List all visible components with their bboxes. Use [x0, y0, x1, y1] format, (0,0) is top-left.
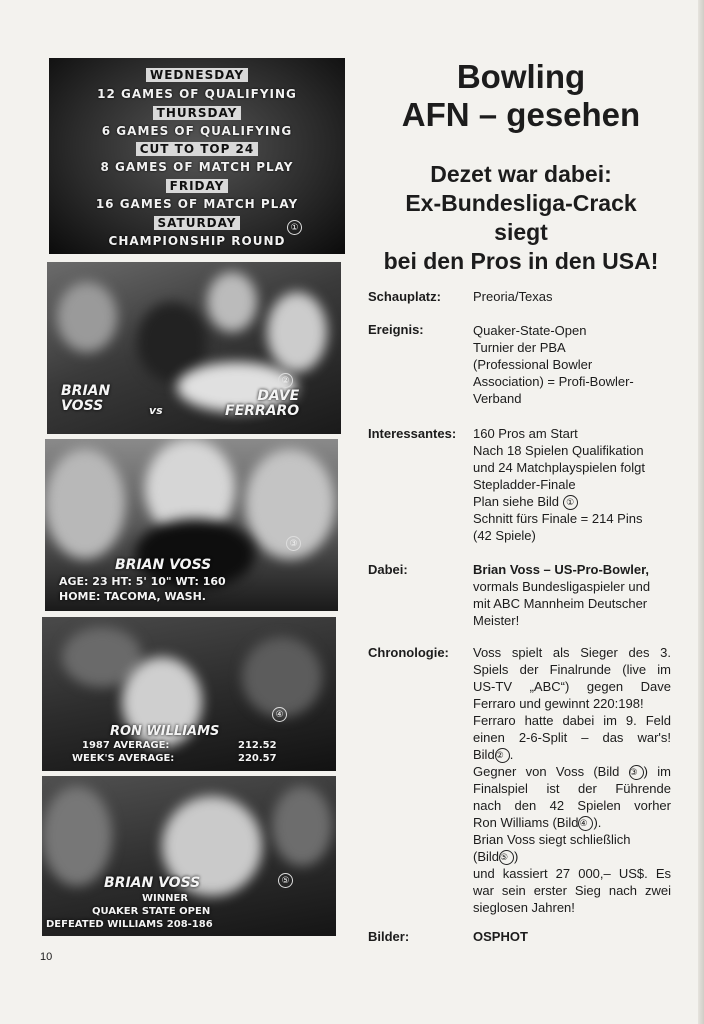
circled-number: ① — [563, 495, 578, 510]
photo-number: ⑤ — [278, 873, 293, 888]
photo-number: ① — [287, 220, 302, 235]
schedule-line: 12 GAMES OF QUALIFYING — [97, 87, 297, 101]
text-fragment: Gegner von Voss (Bild — [473, 764, 620, 779]
value-chronologie — [473, 644, 671, 916]
text-line: einen 2-6-Split – das war's! — [473, 730, 671, 745]
text-line — [473, 763, 671, 780]
value-schauplatz: Preoria/Texas — [473, 289, 553, 304]
headline-title — [368, 58, 674, 134]
caption-name: BRIAN VOSS — [115, 557, 212, 573]
text-fragment: Plan siehe Bild — [473, 494, 559, 509]
headline-subtitle-line: bei den Pros in den USA! — [383, 248, 659, 274]
text-line: sieglosen Jahren! — [473, 900, 575, 915]
label-bilder: Bilder: — [368, 929, 410, 944]
caption-vs: vs — [149, 404, 163, 417]
text-line — [473, 493, 671, 510]
circled-number: ③ — [629, 765, 644, 780]
schedule-line: THURSDAY — [153, 106, 242, 120]
caption-name: RON WILLIAMS — [110, 724, 220, 739]
schedule-line: CUT TO TOP 24 — [136, 142, 259, 156]
photo-voss-vs-ferraro — [47, 262, 341, 434]
text-line: Nach 18 Spielen Qualifikation — [473, 443, 644, 458]
schedule-line: 16 GAMES OF MATCH PLAY — [95, 197, 299, 211]
text-line: Bild② . — [473, 747, 514, 762]
text-line: und 24 Matchplayspielen folgt — [473, 460, 646, 475]
headline-title-line: AFN – gesehen — [401, 96, 641, 133]
value-interessantes — [473, 425, 671, 544]
headline-subtitle-line: siegt — [494, 219, 548, 245]
headline-subtitle-line: Dezet war dabei: — [430, 161, 612, 187]
caption-name: BRIAN VOSS — [104, 875, 201, 891]
label-schauplatz: Schauplatz: — [368, 289, 441, 304]
text-line: Meister! — [473, 613, 520, 628]
text-line: Ferraro und gewinnt 220:198! — [473, 696, 644, 711]
circled-number: ④ — [578, 816, 593, 831]
text-line: mit ABC Mannheim Deutscher — [473, 596, 648, 611]
photo-number: ④ — [272, 707, 287, 722]
text-line: Ferraro hatte dabei im 9. Feld — [473, 713, 671, 728]
text-line: Schnitt fürs Finale = 214 Pins — [473, 511, 643, 526]
photo-ron-williams — [42, 617, 336, 771]
schedule-line: WEDNESDAY — [146, 68, 248, 82]
text-fragment: ) — [514, 849, 519, 864]
caption-home: HOME: TACOMA, WASH. — [59, 590, 206, 603]
text-line: nach den 42 Spielen vorher — [473, 798, 671, 813]
caption-name: BRIAN — [61, 383, 111, 399]
page-number: 10 — [40, 951, 53, 963]
text-line-bold: Brian Voss – US-Pro-Bowler, — [473, 562, 650, 577]
photo-brian-voss-winner — [42, 776, 336, 936]
label-interessantes: Interessantes: — [368, 426, 457, 441]
caption-name: FERRARO — [225, 403, 300, 419]
text-fragment: (Bild — [473, 849, 500, 864]
text-line — [473, 848, 671, 865]
caption-name: DAVE — [257, 388, 300, 404]
text-line: Turnier der PBA — [473, 340, 566, 355]
text-line: (42 Spiele) — [473, 528, 536, 543]
text-line: Spiels der Finalrunde (live im — [473, 662, 671, 677]
text-line — [473, 814, 671, 831]
text-line: Stepladder-Finale — [473, 477, 576, 492]
caption-week-value: 220.57 — [238, 753, 277, 764]
text-line: Finalspiel ist der Führende — [473, 781, 671, 796]
text-fragment: ) im — [643, 764, 671, 779]
value-ereignis — [473, 322, 671, 407]
caption-stats: AGE: 23 HT: 5' 10" WT: 160 — [59, 575, 226, 588]
text-line: Brian Voss siegt schließlich — [473, 832, 631, 847]
text-line: Voss spielt als Sieger des 3. — [473, 645, 671, 660]
caption-winner: WINNER — [142, 893, 189, 904]
text-line: (Professional Bowler — [473, 357, 593, 372]
caption-week-label: WEEK'S AVERAGE: — [72, 753, 175, 764]
text-fragment: Bild — [473, 747, 495, 762]
caption-avg-label: 1987 AVERAGE: — [82, 740, 170, 751]
photo-brian-voss — [45, 439, 338, 611]
label-ereignis: Ereignis: — [368, 322, 424, 337]
photo-number: ③ — [286, 536, 301, 551]
headline-subtitle-line: Ex-Bundesliga-Crack — [405, 190, 637, 216]
circled-number: ② — [495, 748, 510, 763]
label-dabei: Dabei: — [368, 562, 408, 577]
text-line: und kassiert 27 000,– US$. Es — [473, 866, 671, 881]
text-line: Association) = Profi-Bowler- — [473, 374, 634, 389]
headline-subtitle — [368, 160, 674, 276]
text-line: Verband — [473, 391, 522, 406]
photo-schedule — [49, 58, 345, 254]
caption-result: DEFEATED WILLIAMS 208-186 — [46, 919, 213, 930]
schedule-line: SATURDAY — [154, 216, 241, 230]
text-line: vormals Bundesligaspieler und — [473, 579, 651, 594]
text-line: Quaker-State-Open — [473, 323, 587, 338]
text-fragment: Ron Williams (Bild — [473, 815, 579, 830]
caption-avg-value: 212.52 — [238, 740, 277, 751]
circled-number: ⑤ — [499, 850, 514, 865]
text-fragment: ). — [593, 815, 602, 830]
text-line: war sein erster Sieg nach zwei — [473, 883, 671, 898]
page-edge — [698, 0, 704, 1024]
label-chronologie: Chronologie: — [368, 645, 449, 660]
schedule-line: CHAMPIONSHIP ROUND — [108, 234, 286, 248]
schedule-line: FRIDAY — [166, 179, 229, 193]
text-line: 160 Pros am Start — [473, 426, 578, 441]
schedule-line: 8 GAMES OF MATCH PLAY — [100, 160, 294, 174]
caption-event: QUAKER STATE OPEN — [92, 906, 211, 917]
schedule-line: 6 GAMES OF QUALIFYING — [101, 124, 293, 138]
text-line: US-TV „ABC“) gegen Dave — [473, 679, 671, 694]
caption-name: VOSS — [61, 398, 104, 414]
headline-title-line: Bowling — [456, 58, 586, 95]
photo-number: ② — [278, 373, 293, 388]
value-dabei — [473, 561, 671, 629]
value-bilder: OSPHOT — [473, 929, 528, 944]
